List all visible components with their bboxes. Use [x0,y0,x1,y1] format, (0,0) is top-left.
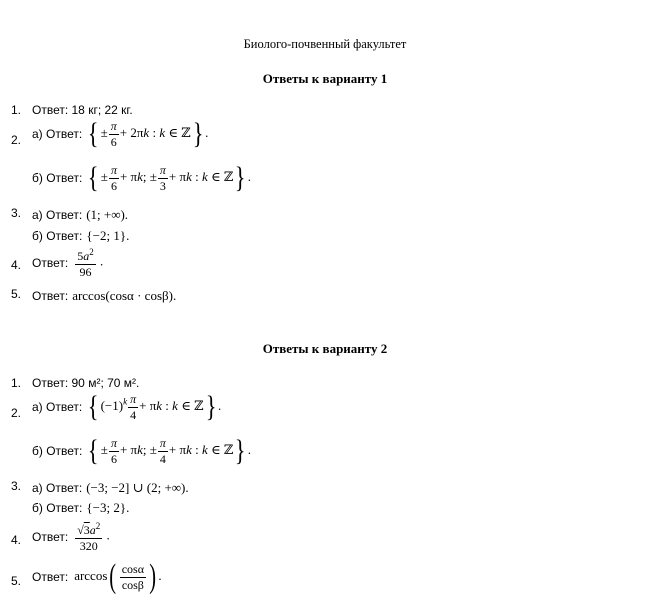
v2-item-3b-math: {−3; 2}. [86,500,130,515]
v1-item-2a [32,119,208,149]
v1-item-3a-label: а) Ответ: [32,208,83,222]
v2-item-3a [32,479,189,497]
v1-item-4-number: 4. [11,258,22,272]
v2-item-3b [32,499,129,517]
v2-item-2a [32,392,221,422]
v1-item-3-number: 3. [11,206,22,220]
v1-item-1-number: 1. [11,103,22,117]
v2-item-3a-math: (−3; −2] ∪ (2; +∞). [86,480,189,495]
v2-item-5 [32,560,162,594]
v2-item-2-number: 2. [11,406,22,420]
v2-item-2b-label: б) Ответ: [32,444,83,458]
v1-item-1-answer: Ответ: 18 кг; 22 кг. [32,103,133,117]
v1-item-2a-label: а) Ответ: [32,127,83,141]
v1-item-2b-math: { ± $\frac{\pi}{6}$ + πk; ± $\frac{\pi}{3}$ + πk : k ∈ ℤ} . [88,161,252,194]
variant-2-heading: Ответы к варианту 2 [262,341,388,356]
v2-item-2a-math: { $(-1)^k$ $\frac{\pi}{4}$ + πk : k ∈ ℤ} . [87,390,222,423]
v1-item-2a-math: { ± $\frac{\pi}{6}$ + 2πk : k ∈ ℤ} . [87,117,209,150]
v2-item-2a-label: а) Ответ: [32,400,83,414]
v1-item-3a [32,206,128,224]
v1-item-3b-math: {−2; 1}. [86,228,130,243]
v1-item-2b-label: б) Ответ: [32,171,83,185]
v1-item-5-number: 5. [11,287,22,301]
v2-item-4-label: Ответ: [32,529,69,544]
faculty-title: Биолого-почвенный факультет [243,37,407,51]
v2-item-1-answer: Ответ: 90 м²; 70 м². [32,376,140,390]
v2-item-4-number: 4. [11,533,22,547]
v2-item-4 [32,520,110,553]
v1-item-3a-math: (1; +∞). [86,207,129,222]
v2-item-5-number: 5. [11,574,22,588]
v1-item-4-math: $\frac{5a^2}{96}$ . [77,247,104,279]
v2-item-2b-math: { ± $\frac{\pi}{6}$ + πk; ± $\frac{\pi}{4}$ + πk : k ∈ ℤ} . [88,434,252,467]
v1-item-3b-label: б) Ответ: [32,229,83,243]
v2-item-5-label: Ответ: [32,570,69,584]
v1-item-2-number: 2. [11,133,22,147]
variant-1-heading: Ответы к варианту 1 [262,71,388,86]
v2-item-2b [32,436,251,466]
v2-item-3a-label: а) Ответ: [32,481,83,495]
v1-item-5-math: arccos(cosα · cosβ). [72,288,177,303]
v1-item-4-label: Ответ: [32,255,69,270]
v2-item-1-number: 1. [11,376,22,390]
v1-item-2b [32,163,251,193]
v2-item-3b-label: б) Ответ: [32,501,83,515]
v2-item-5-math: arccos( $\frac{\cos\alpha}{\cos\beta}$ ) . [74,558,162,595]
v1-item-4 [32,246,103,279]
v2-item-4-math: $\frac{√3a^2}{320}$ . [77,521,110,553]
v1-item-5 [32,287,176,305]
v2-item-3-number: 3. [11,479,22,493]
v1-item-5-label: Ответ: [32,289,69,303]
v1-item-3b [32,227,129,245]
